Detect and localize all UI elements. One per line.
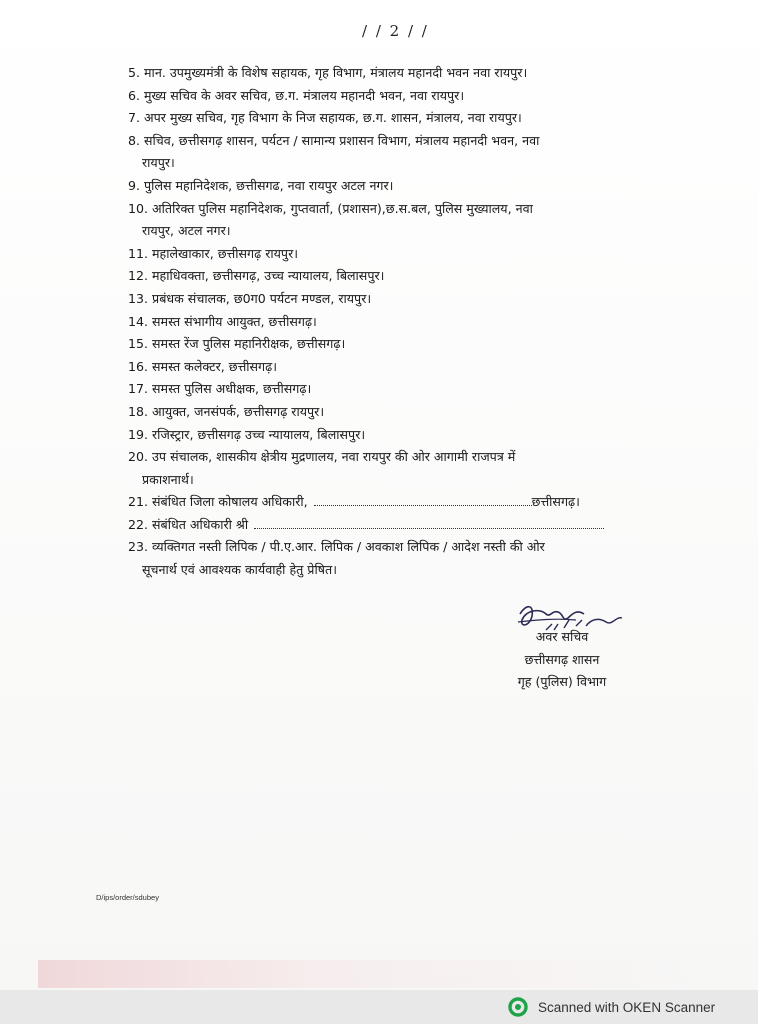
fill-in-blank bbox=[254, 518, 604, 529]
list-item bbox=[128, 378, 648, 401]
list-item-text: संबंधित जिला कोषालय अधिकारी, bbox=[152, 494, 308, 510]
list-item-number: 19. bbox=[128, 426, 149, 442]
file-reference: D/ips/order/sdubey bbox=[96, 893, 159, 902]
list-item bbox=[128, 401, 648, 424]
list-item-text: रायपुर, अटल नगर। bbox=[142, 223, 231, 239]
list-item-text: उप संचालक, शासकीय क्षेत्रीय मुद्रणालय, नवा रायपुर की ओर आगामी राजपत्र में bbox=[152, 449, 516, 465]
list-item bbox=[128, 536, 648, 581]
list-item bbox=[128, 491, 648, 514]
oken-scanner-logo-icon bbox=[508, 997, 528, 1017]
list-item bbox=[128, 288, 648, 311]
list-item bbox=[128, 175, 648, 198]
list-item-number: 13. bbox=[128, 290, 149, 306]
list-item-text: रायपुर। bbox=[142, 155, 175, 171]
list-item bbox=[128, 311, 648, 334]
list-item-text: प्रबंधक संचालक, छ0ग0 पर्यटन मण्डल, रायपुर। bbox=[152, 290, 372, 306]
list-item-number: 8. bbox=[128, 132, 141, 148]
list-item bbox=[128, 333, 648, 356]
list-item bbox=[128, 243, 648, 266]
list-item-text: समस्त संभागीय आयुक्त, छत्तीसगढ़। bbox=[152, 313, 317, 329]
list-item-text: सचिव, छत्तीसगढ़ शासन, पर्यटन / सामान्य प्रशासन विभाग, मंत्रालय महानदी भवन, नवा bbox=[144, 132, 540, 148]
list-item-text: मान. उपमुख्यमंत्री के विशेष सहायक, गृह विभाग, मंत्रालय महानदी भवन नवा रायपुर। bbox=[144, 65, 528, 80]
list-item-text: आयुक्त, जनसंपर्क, छत्तीसगढ़ रायपुर। bbox=[152, 403, 325, 419]
list-item-text: अतिरिक्त पुलिस महानिदेशक, गुप्तवार्ता, (प्रशासन),छ.स.बल, पुलिस मुख्यालय, नवा bbox=[152, 200, 533, 216]
distribution-list bbox=[128, 62, 648, 582]
list-item bbox=[128, 85, 648, 108]
page-number: / / 2 / / bbox=[362, 22, 429, 40]
list-item-text: समस्त पुलिस अधीक्षक, छत्तीसगढ़। bbox=[152, 381, 312, 397]
list-item-text: महालेखाकार, छत्तीसगढ़ रायपुर। bbox=[152, 245, 298, 261]
list-item bbox=[128, 107, 648, 130]
list-item bbox=[128, 424, 648, 447]
signatory-block bbox=[482, 626, 642, 694]
list-item bbox=[128, 446, 648, 491]
list-item-number: 6. bbox=[128, 87, 141, 103]
list-item-suffix: छत्तीसगढ़। bbox=[531, 494, 580, 510]
list-item-number: 7. bbox=[128, 110, 141, 126]
list-item-number: 10. bbox=[128, 200, 149, 216]
list-item bbox=[128, 130, 648, 175]
list-item-number: 14. bbox=[128, 313, 149, 329]
list-item bbox=[128, 265, 648, 288]
list-item-text: मुख्य सचिव के अवर सचिव, छ.ग. मंत्रालय महानदी भवन, नवा रायपुर। bbox=[144, 87, 465, 103]
list-item-text: प्रकाशनार्थ। bbox=[142, 471, 194, 487]
list-item-number: 18. bbox=[128, 403, 149, 419]
list-item-number: 12. bbox=[128, 268, 149, 284]
list-item-text: पुलिस महानिदेशक, छत्तीसगढ, नवा रायपुर अटल नगर। bbox=[144, 177, 394, 193]
signatory-department: गृह (पुलिस) विभाग bbox=[517, 674, 607, 689]
list-item-number: 11. bbox=[128, 245, 149, 261]
list-item-text: व्यक्तिगत नस्ती लिपिक / पी.ए.आर. लिपिक / अवकाश लिपिक / आदेश नस्ती की ओर bbox=[152, 539, 545, 555]
list-item-number: 21. bbox=[128, 494, 149, 510]
list-item bbox=[128, 514, 648, 537]
list-item-number: 15. bbox=[128, 336, 149, 352]
signatory-government: छत्तीसगढ़ शासन bbox=[524, 651, 600, 667]
scan-smudge bbox=[38, 960, 738, 988]
list-item-number: 22. bbox=[128, 516, 149, 532]
list-item bbox=[128, 198, 648, 243]
list-item-text: रजिस्ट्रार, छत्तीसगढ़ उच्च न्यायालय, बिलासपुर। bbox=[152, 426, 366, 442]
list-item-number: 9. bbox=[128, 177, 141, 193]
list-item bbox=[128, 356, 648, 379]
list-item-text: समस्त रेंज पुलिस महानिरीक्षक, छत्तीसगढ़। bbox=[152, 336, 346, 352]
list-item-text: संबंधित अधिकारी श्री bbox=[152, 516, 249, 532]
list-item-text: अपर मुख्य सचिव, गृह विभाग के निज सहायक, छ.ग. शासन, मंत्रालय, नवा रायपुर। bbox=[144, 110, 522, 126]
scanner-watermark bbox=[508, 994, 715, 1020]
list-item-text: महाधिवक्ता, छत्तीसगढ़, उच्च न्यायालय, बिलासपुर। bbox=[152, 268, 385, 284]
fill-in-blank bbox=[314, 495, 532, 506]
list-item-number: 17. bbox=[128, 381, 149, 397]
signatory-title: अवर सचिव bbox=[535, 629, 589, 644]
list-item-number: 16. bbox=[128, 358, 149, 374]
list-item-number: 20. bbox=[128, 449, 149, 465]
list-item-text: सूचनार्थ एवं आवश्यक कार्यवाही हेतु प्रेषित। bbox=[142, 562, 337, 578]
list-item-number: 23. bbox=[128, 539, 149, 555]
scanner-watermark-text: Scanned with OKEN Scanner bbox=[538, 999, 716, 1015]
list-item-text: समस्त कलेक्टर, छत्तीसगढ़। bbox=[152, 358, 277, 374]
list-item-number: 5. bbox=[128, 65, 141, 80]
list-item bbox=[128, 62, 648, 85]
